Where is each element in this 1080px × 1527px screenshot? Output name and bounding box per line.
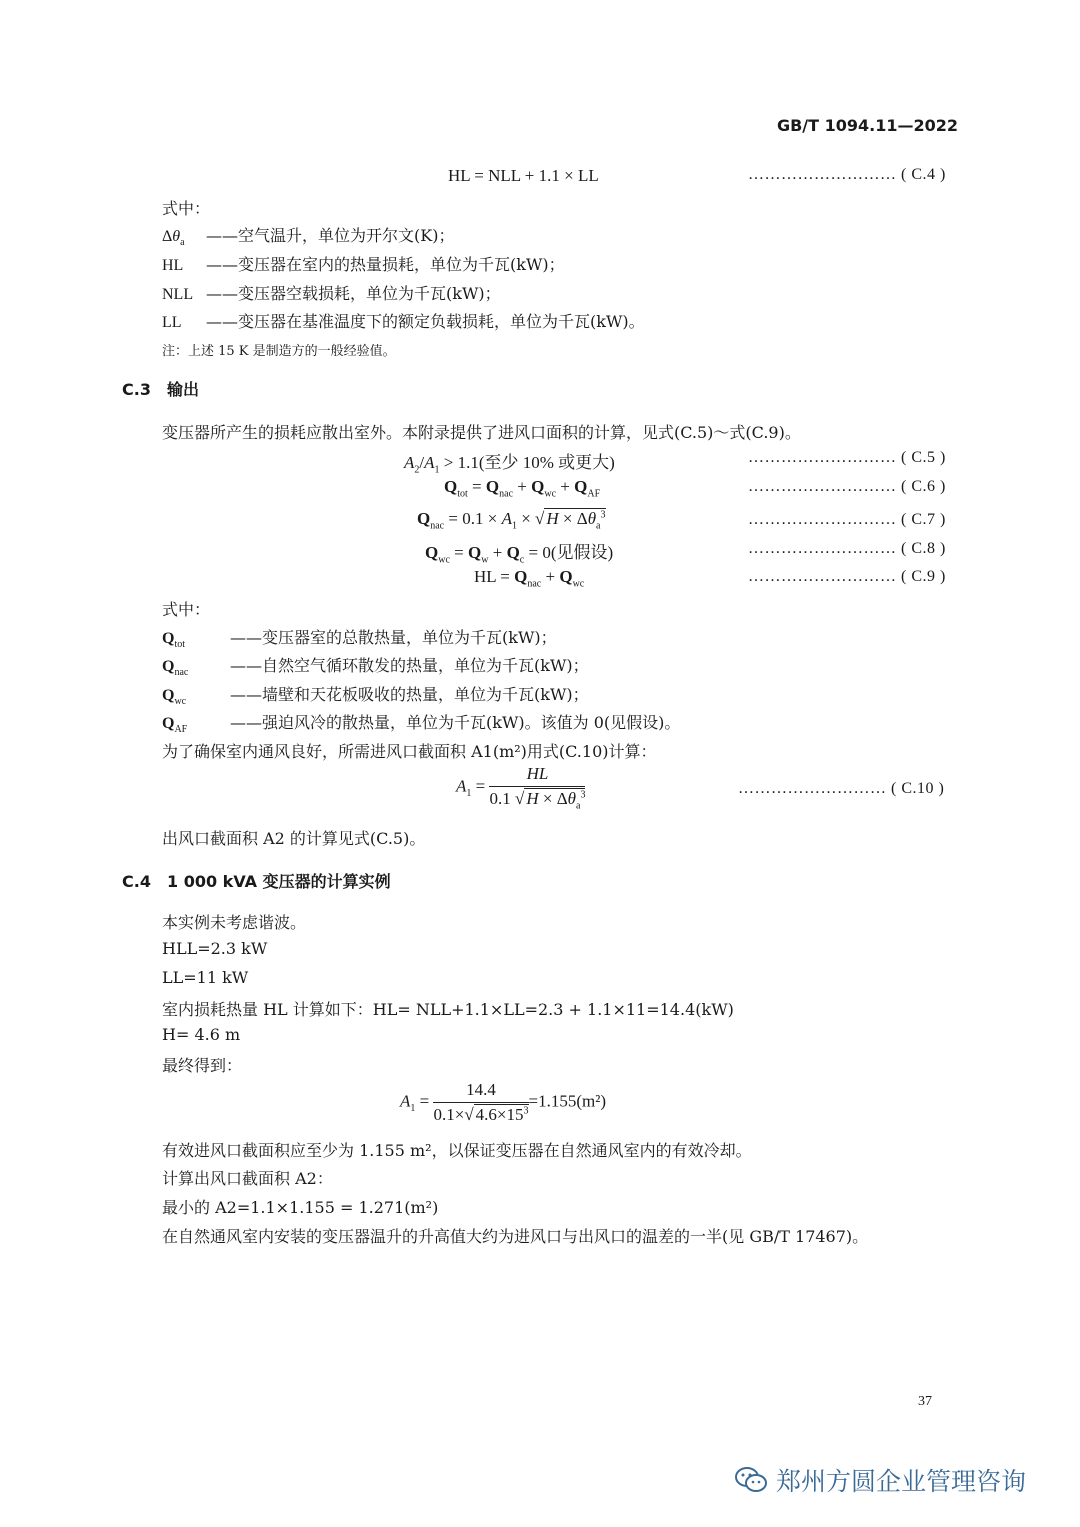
where-label: 式中： bbox=[162, 199, 211, 218]
result-line: 计算出风口截面积 A2： bbox=[162, 1169, 333, 1188]
section-heading-c4: C.4 1 000 kVA 变压器的计算实例 bbox=[122, 872, 391, 891]
section-intro: 变压器所产生的损耗应散出室外。本附录提供了进风口面积的计算，见式(C.5)～式(C.9)。 bbox=[162, 423, 801, 442]
equation-c9: HL = $Q_{nac} + Q_{wc}$ bbox=[474, 567, 585, 590]
result-line: 在自然通风室内安装的变压器温升的升高值大约为进风口与出风口的温差的一半(见 GB/T 17467)。 bbox=[162, 1227, 869, 1246]
example-line: 最终得到： bbox=[162, 1056, 243, 1075]
section-heading-c3: C.3 输出 bbox=[122, 380, 200, 399]
calculation-a1: $A_1$ = $\frac{14.4}{0.1\times√ 4.6\times 15^3}$ =1.155(m²) bbox=[400, 1080, 606, 1124]
definition-row: LL ——变压器在基准温度下的额定负载损耗，单位为千瓦(kW)。 bbox=[162, 312, 645, 331]
equation-number-c5: ……………………… ( C.5 ) bbox=[748, 449, 946, 466]
definition-symbol: $Q_{nac}$ bbox=[162, 658, 189, 679]
definition-symbol: NLL bbox=[162, 286, 194, 303]
fraction: $\frac{HL}{0.1 √ H \times \Delta\theta_a^3}$ bbox=[489, 764, 586, 812]
definition-row: HL ——变压器在室内的热量损耗，单位为千瓦(kW)； bbox=[162, 255, 565, 274]
definition-row: $Q_{tot}$ ——变压器室的总散热量，单位为千瓦(kW)； bbox=[162, 628, 557, 651]
equation-number-c7: ……………………… ( C.7 ) bbox=[748, 511, 946, 528]
watermark: 郑州方圆企业管理咨询 bbox=[734, 1462, 1026, 1500]
equation-number-c8: ……………………… ( C.8 ) bbox=[748, 540, 946, 557]
where-label: 式中： bbox=[162, 600, 211, 619]
outlet-text: 出风口截面积 A2 的计算见式(C.5)。 bbox=[162, 829, 426, 848]
definition-symbol: HL bbox=[162, 257, 184, 274]
note: 注：上述 15 K 是制造方的一般经验值。 bbox=[162, 344, 396, 359]
equation-number-c10: ……………………… ( C.10 ) bbox=[738, 780, 945, 797]
definition-symbol: $Q_{wc}$ bbox=[162, 687, 187, 708]
standard-header: GB/T 1094.11—2022 bbox=[776, 116, 958, 135]
inlet-text: 为了确保室内通风良好，所需进风口截面积 A1(m²)用式(C.10)计算： bbox=[162, 742, 657, 761]
definition-symbol: $Q_{tot}$ bbox=[162, 630, 186, 651]
result-line: 有效进风口截面积应至少为 1.155 m²，以保证变压器在自然通风室内的有效冷却。 bbox=[162, 1141, 752, 1160]
definition-row: $Q_{wc}$ ——墙壁和天花板吸收的热量，单位为千瓦(kW)； bbox=[162, 685, 589, 708]
equation-c8: $Q_{wc} = Q_w + Q_c = 0$(见假设) bbox=[425, 543, 614, 566]
example-line: H= 4.6 m bbox=[162, 1025, 241, 1044]
equation-c7: $Q_{nac} = 0.1 \times A_1$ × √ $H \times \Delta\theta_a^3$ bbox=[417, 509, 606, 532]
equation-c5: $A_2/A_1 > 1.1$(至少 10% 或更大) bbox=[404, 453, 615, 476]
wechat-icon bbox=[734, 1466, 768, 1500]
definition-row: $Q_{nac}$ ——自然空气循环散发的热量，单位为千瓦(kW)； bbox=[162, 656, 589, 679]
definition-row: NLL ——变压器空载损耗，单位为千瓦(kW)； bbox=[162, 284, 501, 303]
definition-symbol: LL bbox=[162, 314, 182, 331]
equation-c4: HL = NLL + 1.1 × LL bbox=[448, 166, 599, 185]
example-line: LL=11 kW bbox=[162, 968, 249, 987]
equation-c6: $Q_{tot} = Q_{nac} + Q_{wc} + Q_{AF}$ bbox=[444, 477, 601, 500]
definition-symbol: $\Delta\theta_a$ bbox=[162, 228, 185, 249]
definition-symbol: $Q_{AF}$ bbox=[162, 715, 188, 736]
equation-number-c4: ……………………… ( C.4 ) bbox=[748, 166, 946, 183]
equation-number-c9: ……………………… ( C.9 ) bbox=[748, 568, 946, 585]
example-line: HLL=2.3 kW bbox=[162, 939, 268, 958]
equation-c10: $A_1$ = $\frac{HL}{0.1 √ H \times \Delta\theta_a^3}$ bbox=[456, 764, 586, 812]
example-line: 室内损耗热量 HL 计算如下：HL= NLL+1.1×LL=2.3 + 1.1×11=14.4(kW) bbox=[162, 1000, 734, 1019]
definition-row: $\Delta\theta_a$ ——空气温升，单位为开尔文(K)； bbox=[162, 226, 455, 249]
result-line: 最小的 A2=1.1×1.155 = 1.271(m²) bbox=[162, 1198, 439, 1217]
example-line: 本实例未考虑谐波。 bbox=[162, 913, 307, 932]
page-number: 37 bbox=[918, 1394, 932, 1409]
definition-row: $Q_{AF}$ ——强迫风冷的散热量，单位为千瓦(kW)。该值为 0(见假设)。 bbox=[162, 713, 681, 736]
equation-number-c6: ……………………… ( C.6 ) bbox=[748, 478, 946, 495]
fraction: $\frac{14.4}{0.1\times√ 4.6\times 15^3}$ bbox=[433, 1080, 529, 1124]
